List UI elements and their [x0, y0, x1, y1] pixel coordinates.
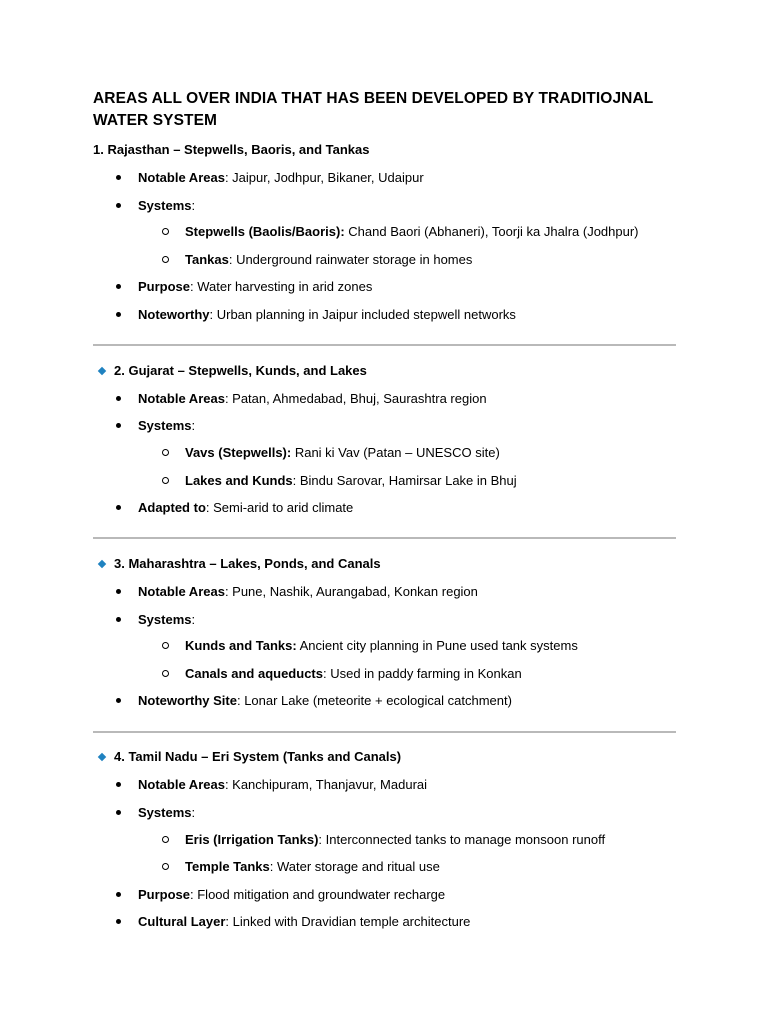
list-item: Noteworthy: Urban planning in Jaipur included stepwell networks	[116, 307, 516, 322]
circle-bullet-icon	[162, 836, 169, 843]
sub-list-item: Eris (Irrigation Tanks): Interconnected tanks to manage monsoon runoff	[162, 832, 605, 847]
list-item: Notable Areas: Jaipur, Jodhpur, Bikaner, Udaipur	[116, 170, 424, 185]
document-title: AREAS ALL OVER INDIA THAT HAS BEEN DEVELOPED BY TRADITIOJNAL WATER SYSTEM	[93, 90, 654, 129]
divider	[93, 344, 676, 346]
divider	[93, 537, 676, 539]
bullet-icon	[116, 589, 121, 594]
circle-bullet-icon	[162, 477, 169, 484]
list-item: Systems:	[116, 612, 195, 627]
list-item: Notable Areas: Patan, Ahmedabad, Bhuj, Saurashtra region	[116, 391, 487, 406]
bullet-icon	[116, 919, 121, 924]
sub-list-item: Kunds and Tanks: Ancient city planning in Pune used tank systems	[162, 638, 578, 653]
list-item: Adapted to: Semi-arid to arid climate	[116, 500, 353, 515]
bullet-icon	[116, 423, 121, 428]
bullet-icon	[116, 284, 121, 289]
bullet-icon	[116, 892, 121, 897]
circle-bullet-icon	[162, 863, 169, 870]
list-item: Purpose: Water harvesting in arid zones	[116, 279, 372, 294]
sub-list-item: Vavs (Stepwells): Rani ki Vav (Patan – UNESCO site)	[162, 445, 500, 460]
diamond-icon	[98, 753, 106, 761]
list-item: Noteworthy Site: Lonar Lake (meteorite + ecological catchment)	[116, 693, 512, 708]
list-item: Systems:	[116, 418, 195, 433]
bullet-icon	[116, 505, 121, 510]
bullet-icon	[116, 810, 121, 815]
bullet-icon	[116, 698, 121, 703]
circle-bullet-icon	[162, 449, 169, 456]
sub-list-item: Tankas: Underground rainwater storage in homes	[162, 252, 472, 267]
circle-bullet-icon	[162, 256, 169, 263]
divider	[93, 731, 676, 733]
section-heading: 1. Rajasthan – Stepwells, Baoris, and Tankas	[93, 142, 370, 157]
circle-bullet-icon	[162, 228, 169, 235]
bullet-icon	[116, 203, 121, 208]
sub-list-item: Lakes and Kunds: Bindu Sarovar, Hamirsar Lake in Bhuj	[162, 473, 517, 488]
bullet-icon	[116, 782, 121, 787]
list-item: Systems:	[116, 805, 195, 820]
list-item: Notable Areas: Kanchipuram, Thanjavur, Madurai	[116, 777, 427, 792]
sub-list-item: Temple Tanks: Water storage and ritual use	[162, 859, 440, 874]
bullet-icon	[116, 175, 121, 180]
bullet-icon	[116, 617, 121, 622]
list-item: Cultural Layer: Linked with Dravidian temple architecture	[116, 914, 470, 929]
section-heading: 2. Gujarat – Stepwells, Kunds, and Lakes	[99, 363, 367, 378]
circle-bullet-icon	[162, 670, 169, 677]
bullet-icon	[116, 396, 121, 401]
list-item: Purpose: Flood mitigation and groundwater recharge	[116, 887, 445, 902]
bullet-icon	[116, 312, 121, 317]
diamond-icon	[98, 560, 106, 568]
diamond-icon	[98, 367, 106, 375]
circle-bullet-icon	[162, 642, 169, 649]
sub-list-item: Stepwells (Baolis/Baoris): Chand Baori (Abhaneri), Toorji ka Jhalra (Jodhpur)	[162, 224, 639, 239]
sub-list-item: Canals and aqueducts: Used in paddy farming in Konkan	[162, 666, 522, 681]
list-item: Notable Areas: Pune, Nashik, Aurangabad, Konkan region	[116, 584, 478, 599]
section-heading: 3. Maharashtra – Lakes, Ponds, and Canals	[99, 556, 381, 571]
list-item: Systems:	[116, 198, 195, 213]
section-heading: 4. Tamil Nadu – Eri System (Tanks and Canals)	[99, 749, 401, 764]
